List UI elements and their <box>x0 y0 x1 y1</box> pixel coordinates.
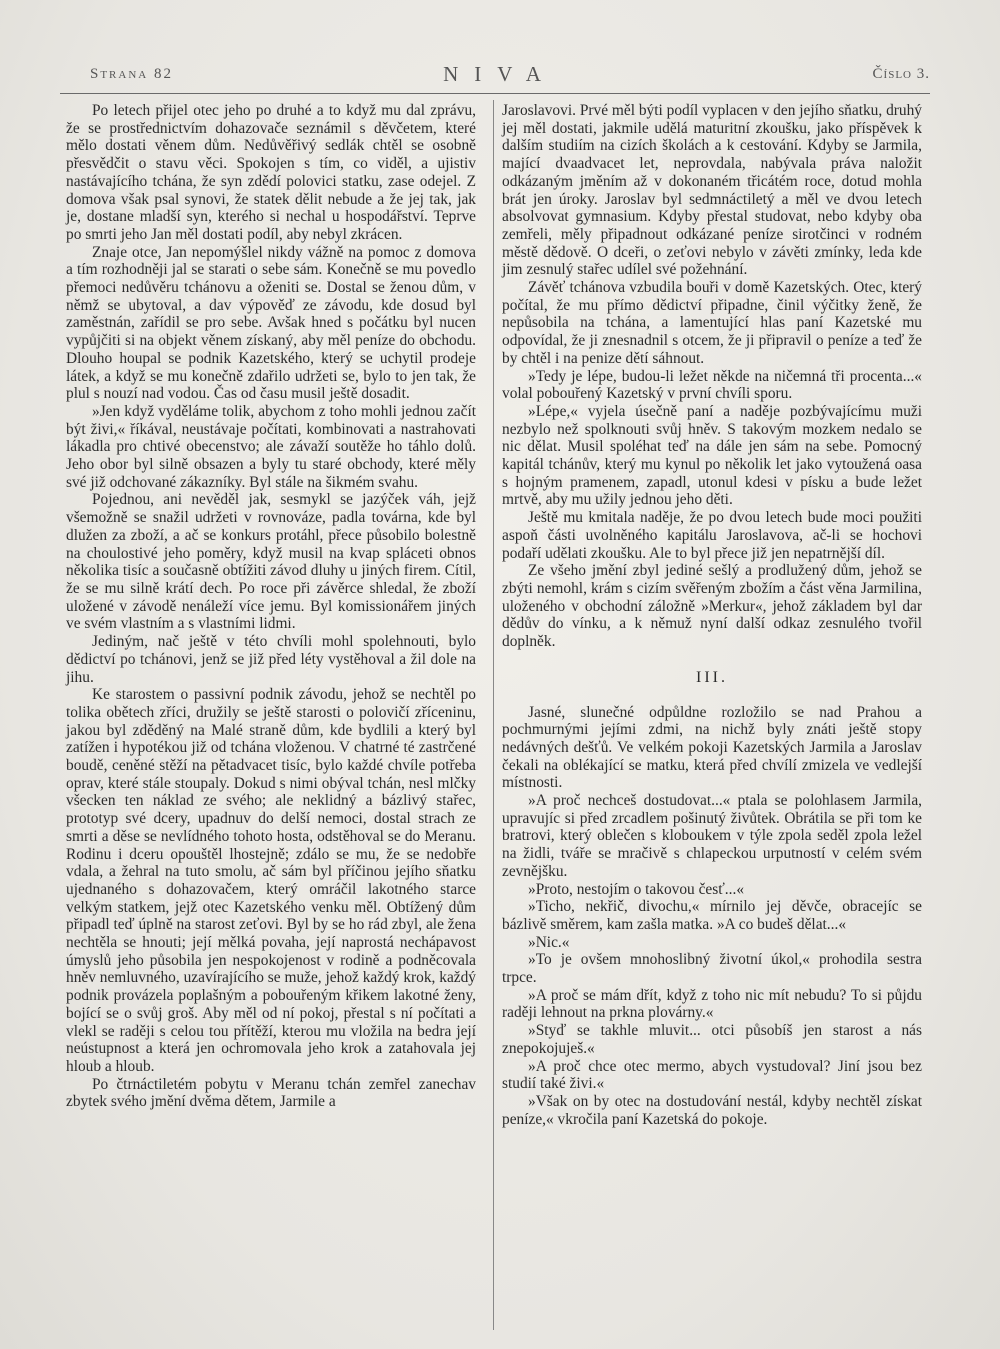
header-rule <box>60 93 930 94</box>
paragraph: Jasné, slunečné odpůldne rozložilo se nad Prahou a pochmurnými jejími zdmi, na nichž byly znáti ještě stopy nedávných dešťů. Ve velkém pokoji Kazetských Jarmila a Jaroslav čekali na oblékající se matku, která před chvílí zmizela ve vedlejší místnosti. <box>502 703 922 792</box>
paragraph: »Jen když vyděláme tolik, abychom z toho mohli jednou začít být živi,« říkával, neustávaje počítati, kombinovati a nastrahovati lákadla pro chtivé obecenstvo; ale závaží soutěže ho táhlo dolů. Jeho obor byl silně obsazen a byly tu staré obchody, které měly své již odchované zákazníky. Byl stále na šikmém svahu. <box>66 402 476 491</box>
chapter-heading: III. <box>696 668 728 686</box>
paragraph: Po letech přijel otec jeho po druhé a to když mu dal zprávu, že se prostřednictvím dohazovače seznámil s děvčetem, které mělo dostati věnem dům. Nedůvěřivý sedlák chtěl se osobně přesvědčit o stavu věci. Spokojen s tím, co viděl, a ujistiv nastávajícího tchána, že syn zdědí polovici statku, zase odejel. Z domova však psal synovi, že statek dělit nebude a že jej tak, jak je, dostane mladší syn, kterého si nechal u hospodářství. Teprve po smrti jeho Jan měl dostati podíl, aby nebyl zkrácen. <box>66 102 476 243</box>
paragraph: Jaroslavovi. Prvé měl býti podíl vyplacen v den jejího sňatku, druhý jej měl dostati, jakmile udělá maturitní zkoušku, jako příspěvek k dalším studiím na cizích školách a k cestování. Kdyby se Jarmila, mající dvaadvacet let, neprovdala, nabývala práva naložit odkázaným jměním až v dokonaném třicátém roce, dotud mohla brát jen úroky. Jaroslav byl sedmnáctiletý a měl ve dvou letech absolvovat gymnasium. Kdyby přestal studovat, nebo kdyby oba zemřeli, měly připadnout odkázané peníze sirotčinci v rodném městě dědově. O dceři, o zeťovi nebylo v závěti zmínky, leda kde jim zesnulý stařec udílel své požehnání. <box>502 102 922 279</box>
column-divider <box>493 100 494 1330</box>
magazine-title: NIVA <box>443 62 557 86</box>
paragraph: Po čtrnáctiletém pobytu v Meranu tchán zemřel zanechav zbytek svého jmění dvěma dětem, Jarmile a <box>66 1075 476 1111</box>
paragraph: »Tedy je lépe, budou-li ležet někde na ničemná tři procenta...« volal pobouřený Kazetský v první chvíli sporu. <box>502 367 922 403</box>
paragraph: »Proto, nestojím o takovou česť...« <box>528 880 745 898</box>
paragraph: »A proč chce otec mermo, abych vystudoval? Jiní jsou bez studií také živi.« <box>502 1057 922 1093</box>
paragraph: »A proč nechceš dostudovat...« ptala se polohlasem Jarmila, upravujíc si před zrcadlem pošinutý živůtek. Obrátila se při tom ke bratrovi, který oblečen s kloboukem v týle zpola seděl zpola ležel na židli, tváře se mračivě s chlapeckou urputností v celém svém zevnějšku. <box>502 792 922 880</box>
paragraph: »To je ovšem mnohoslibný životní úkol,« prohodila sestra trpce. <box>502 951 922 987</box>
paragraph: Ke starostem o passivní podnik závodu, jehož se nechtěl po tolika obětech zříci, družily se ještě starosti o polovičí zříceninu, jakou byl zděděný na Malé straně dům, kde bydlili a který byl zatížen i hypotékou již od tchána vloženou. V chatrné té zastrčené boudě, ceněné stěží na pětadvacet tisíc, bylo každé chvíle potřeba oprav, které stále stoupaly. Dokud s nimi obýval tchán, nesl mlčky všecken ten náklad ze svého; ale neklidný a bázlivý stařec, prototyp své dcery, upadnuv do delší nemoci, dostal strach ze smrti a děse se nevlídného tohoto hosta, odstěhoval se do Meranu. Rodinu i dceru opouštěl lhostejně; zdálo se mu, že se nedobře vdala, a žehral na tuto smolu, ač sám byl příčinou jejího sňatku ujednaného s dohazovačem, který omráčil lakotného starce velkým statkem, jejž otec Kazetského venku měl. Obtížený dům připadl teď úplně na starost zeťovi. Byl by se ho rád zbyl, ale žena nechtěla se hnouti; její mělká povaha, její naprostá nechápavost úmyslů jeho působila jen nespokojenost v rodině a podněcovala hněv nemluvného, uzavírajícího se muže, jehož každý krok, každý podnik provázela poplašným a pobouřeným křikem lakotné ženy, bojící se o svůj groš. Aby měl od ní pokoj, přestal s ní počítati a vlekl se raději s celou tou přítěží, kterou mu vložila na bedra její neústupnost a která jen ochromovala jeho krok a zatahovala jej hloub a hloub. <box>66 686 476 1075</box>
paragraph: Ze všeho jmění zbyl jediné sešlý a prodlužený dům, jehož se zbýti nemohl, krám s cizím svěřeným zbožím a část věna Jarmilina, uloženého v obchodní záložně »Merkur«, jehož základem byl dar dědův do vínku, a k němuž nyní další odkaz zesnulého tvořil doplněk. <box>502 562 922 651</box>
paragraph: Jediným, nač ještě v této chvíli mohl spolehnouti, bylo dědictví po tchánovi, jenž se již před léty vystěhoval a žil dole na jihu. <box>66 633 476 686</box>
page-number: Strana 82 <box>90 66 173 82</box>
paragraph: »A proč se mám dřít, když z toho nic mít nebudu? To si půjdu raději lehnout na prkna plovárny.« <box>502 986 922 1022</box>
paragraph: Pojednou, ani nevěděl jak, sesmykl se jazýček váh, jejž všemožně se snažil udržeti v rovnováze, padla továrna, kde byl dlužen za zboží, a ač se konkurs protáhl, přece působilo bolestně na choulostivé jeho poměry, když musil na kvap spláceti obnos několika tisíc a současně obtížiti závod dluhy u jiných firem. Cítil, že se mu silně krátí dech. Po roce při závěrce shledal, že zboží uložené v závodě nenáleží více jemu. Byl komissionářem jiných ve svém vlastním a s vlastními lidmi. <box>66 491 476 633</box>
paragraph: »Však on by otec na dostudování nestál, kdyby nechtěl získat peníze,« vkročila paní Kazetská do pokoje. <box>502 1092 922 1128</box>
paragraph: Ještě mu kmitala naděje, že po dvou letech bude moci použiti aspoň části uvolněného kapitálu Jaroslavova, ač-li se hochovi podaří udělati zkoušku. Ale to byl přece již jen nepatrnější díl. <box>502 509 922 562</box>
paragraph: »Styď se takhle mluvit... otci působíš jen starost a nás znepokojuješ.« <box>502 1022 922 1057</box>
paragraph: »Nic.« <box>528 933 570 951</box>
issue-number: Číslo 3. <box>872 66 930 82</box>
right-column <box>502 102 922 1128</box>
paragraph: »Lépe,« vyjela úsečně paní a naděje pozbývajícímu muži nezbylo než spolknouti svůj hněv. S takovým mozkem nedalo se nic dělat. Musil spoléhat teď na dále jen sám na sebe. Pomocný kapitál tchánův, který mu kynul po několik let jako vytoužená oasa s hojným pramenem, zapadl, utonul kdesi v písku a bude ležet mrtvě, aby mu užily jednou jeho děti. <box>502 402 922 509</box>
left-column <box>66 102 476 1111</box>
paragraph: Znaje otce, Jan nepomýšlel nikdy vážně na pomoc z domova a tím rozhodněji jal se starati o sebe sám. Konečně se mu povedlo přemoci nedůvěru tchánovu a oženiti se. Dostal se ženou dům, v němž se ubytoval, a dav výpověď ze závodu, kde dosud byl zaměstnán, zařídil se pro sebe. Avšak hned s počátku byl nucen vypůjčiti si na objekt věnem získaný, aby měl peníze do obchodu. Dlouho houpal se podnik Kazetského, který se uchytil prodeje látek, a když se mu konečně zdařilo udržeti se, bylo to jen tak, že plul s nouzí nad vodou. Čas od času musil ještě dosadit. <box>66 243 476 403</box>
running-head <box>60 62 940 88</box>
paragraph: »Ticho, nekřič, divochu,« mírnilo jej děvče, obracejíc se bázlivě směrem, kam zašla matka. »A co budeš dělat...« <box>502 898 922 933</box>
paragraph: Závěť tchánova vzbudila bouři v domě Kazetských. Otec, který počítal, že mu přímo dědictví připadne, činil výčitky ženě, že nepůsobila na tchána, a lamentující hlas paní Kazetské mu odpovídal, že ji znesnadnil s otcem, že ji připravil o peníze a teď že by chtěl i na penize dětí sáhnout. <box>502 279 922 367</box>
